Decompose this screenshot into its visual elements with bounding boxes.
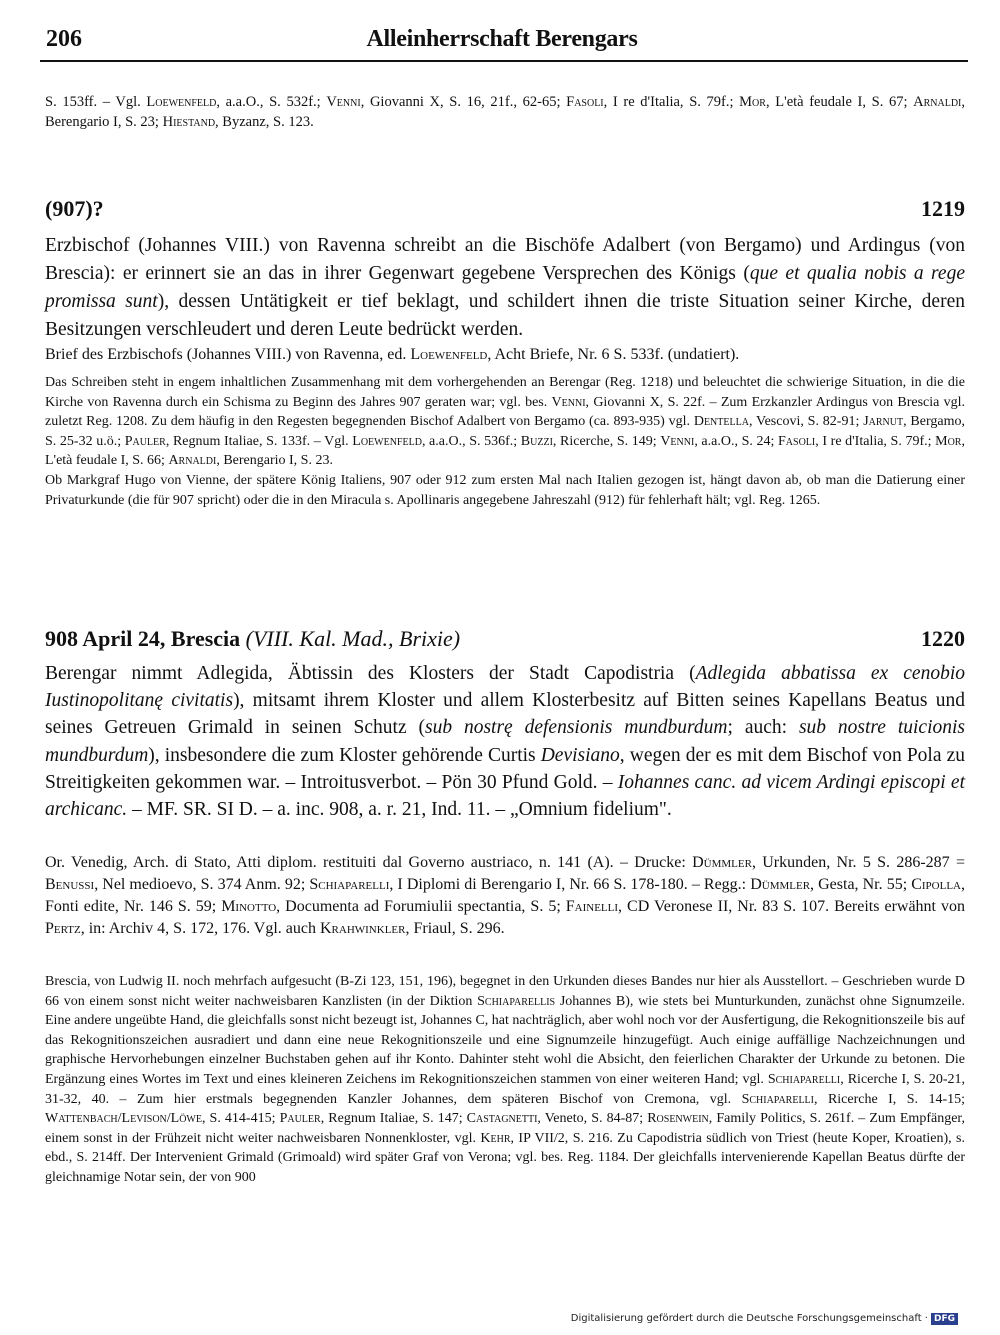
regest-1219-date: (907)? — [45, 196, 104, 221]
header-rule — [40, 60, 968, 62]
footer-text: Digitalisierung gefördert durch die Deutsche Forschungsgemeinschaft · — [570, 1313, 928, 1324]
regest-1220-date: 908 April 24, Brescia (VIII. Kal. Mad., Brixie) — [45, 626, 461, 651]
regest-1220-source: Or. Venedig, Arch. di Stato, Atti diplom. restituiti dal Governo austriaco, n. 141 (A). – Drucke: Dümmler, Urkunden, Nr. 5 S. 286-287 = Benussi, Nel medioevo, S. 374 Anm. 92; Schiaparelli, I Diplomi di Berengario I, Nr. 66 S. 178-180. – Regg.: Dümmler, Gesta, Nr. 55; Cipolla, Fonti edite, Nr. 146 S. 59; Minotto, Documenta ad Forumiulii spectantia, S. 5; Fainelli, CD Veronese II, Nr. 83 S. 107. Bereits erwähnt von Pertz, in: Archiv 4, S. 172, 176. Vgl. auch Krahwinkler, Friaul, S. 296. — [45, 854, 965, 937]
digitization-footer — [571, 1313, 958, 1325]
regest-1220-number: 1220 — [921, 626, 965, 651]
regest-1219-comment-2: Ob Markgraf Hugo von Vienne, der spätere König Italiens, 907 oder 912 zum ersten Mal nach Italien gezogen ist, hängt davon ab, ob man die Datierung einer Privaturkunde (die für 907 spricht) oder die in den Miracula s. Apollinaris angegebene Jahreszahl (912) für fehlerhaft hält; vgl. Reg. 1265. — [45, 472, 965, 508]
regest-1220-date-latin: (VIII. Kal. Mad., Brixie) — [245, 626, 461, 651]
regest-1219-commentary — [45, 373, 965, 510]
regest-1219-comment-1: Das Schreiben steht in engem inhaltlichen Zusammenhang mit dem vorhergehenden an Berengar (Reg. 1218) und beleuchtet die schwierige Situation, in die die Kirche von Ravenna durch ein Schisma zu Beginn des Jahres 907 geraten war; vgl. bes. Venni, Giovanni X, S. 22f. – Zum Erzkanzler Ardingus von Brescia vgl. zuletzt Reg. 1208. Zu dem häufig in den Regesten begegnenden Bischof Adalbert von Bergamo (ca. 893-935) vgl. Dentella, Vescovi, S. 82-91; Jarnut, Bergamo, S. 25-32 u.ö.; Pauler, Regnum Italiae, S. 133f. – Vgl. Loewenfeld, a.a.O., S. 536f.; Buzzi, Ricerche, S. 149; Venni, a.a.O., S. 24; Fasoli, I re d'Italia, S. 79f.; Mor, L'età feudale I, S. 66; Arnaldi, Berengario I, S. 23. — [45, 375, 965, 469]
page-number: 206 — [46, 26, 82, 52]
regest-1219-number: 1219 — [921, 196, 965, 221]
running-title: Alleinherrschaft Berengars — [366, 26, 638, 52]
previous-entry-continuation: S. 153ff. – Vgl. Loewenfeld, a.a.O., S. 532f.; Venni, Giovanni X, S. 16, 21f., 62-65; Fasoli, I re d'Italia, S. 79f.; Mor, L'età feudale I, S. 67; Arnaldi, Berengario I, S. 23; Hiestand, Byzanz, S. 123. — [45, 94, 966, 130]
dfg-logo: DFG — [931, 1313, 958, 1325]
regest-1219-source: Brief des Erzbischofs (Johannes VIII.) von Ravenna, ed. Loewenfeld, Acht Briefe, Nr. 6 S. 533f. (undatiert). — [45, 346, 740, 363]
regest-1219-summary: Erzbischof (Johannes VIII.) von Ravenna schreibt an die Bischöfe Adalbert (von Bergamo) und Ardingus (von Brescia): er erinnert sie an das in ihrer Gegenwart gegebene Versprechen des Königs (que et qualia nobis a rege promissa sunt), dessen Untätigkeit er tief beklagt, und schildert ihnen die triste Situation seiner Kirche, deren Besitzungen verschleudert und deren Leute bedrückt werden. — [45, 235, 965, 340]
running-header — [38, 26, 966, 56]
regest-1220-summary: Berengar nimmt Adlegida, Äbtissin des Klosters der Stadt Capodistria (Adlegida abbatissa ex cenobio Iustinopolitanę civitatis), mitsamt ihrem Kloster und allem Klosterbesitz auf Bitten seines Kapellans Beatus und seines Getreuen Grimald in seinen Schutz (sub nostrę defensionis mundburdum; auch: sub nostre tuicionis mundburdum), insbesondere die zum Kloster gehörende Curtis Devisiano, wegen der es mit dem Bischof von Pola zu Streitigkeiten gekommen war. – Introitusverbot. – Pön 30 Pfund Gold. – Iohannes canc. ad vicem Ardingi episcopi et archicanc. – MF. SR. SI D. – a. inc. 908, a. r. 21, Ind. 11. – „Omnium fidelium". — [45, 663, 966, 821]
regest-1220-commentary: Brescia, von Ludwig II. noch mehrfach aufgesucht (B-Zi 123, 151, 196), begegnet in den Urkunden dieses Bandes nur hier als Ausstellort. – Geschrieben wurde D 66 von einem sonst nicht weiter nachweisbaren Kanzlisten (in der Diktion Schiaparellis Johannes B), wie stets bei Munturkunden, zunächst ohne Signumzeile. Eine andere ungeübte Hand, die gleichfalls sonst nicht bezeugt ist, Johannes C, hat nachträglich, aber wohl noch vor der Ausfertigung, die Rekognitionszeile bis auf das Rekognitionszeichen ausradiert und dann eine neue Rekognitionszeile und eine Signumzeile hinzugefügt. Auch einige auffällige Nachzeichnungen und graphische Hervorhebungen einzelner Buchstaben gehen auf ihr Konto. Dahinter steht wohl die Absicht, den feierlichen Charakter der Urkunde zu betonen. Die Ergänzung eines Wortes im Text und eines kleineren Zeichens im Rekognitionszeichen stammen von einer weiteren Hand; vgl. Schiaparelli, Ricerche I, S. 20-21, 31-32, 40. – Zum hier erstmals begegnenden Kanzler Johannes, dem späteren Bischof von Cremona, vgl. Schiaparelli, Ricerche I, S. 14-15; Wattenbach/Levison/Löwe, S. 414-415; Pauler, Regnum Italiae, S. 147; Castagnetti, Veneto, S. 84-87; Rosenwein, Family Politics, S. 261f. – Zum Empfänger, einem sonst in der Frühzeit nicht weiter nachweisbaren Nonnenkloster, vgl. Kehr, IP VII/2, S. 216. Zu Capodistria südlich von Triest (heute Koper, Kroatien), s. ebd., S. 214ff. Der Intervenient Grimald (Grimoald) wird später Graf von Verona; vgl. bes. Reg. 1184. Der gleichfalls intervenierende Kapellan Beatus dürfte der gleichnamige Notar sein, der von 900 — [45, 974, 966, 1185]
